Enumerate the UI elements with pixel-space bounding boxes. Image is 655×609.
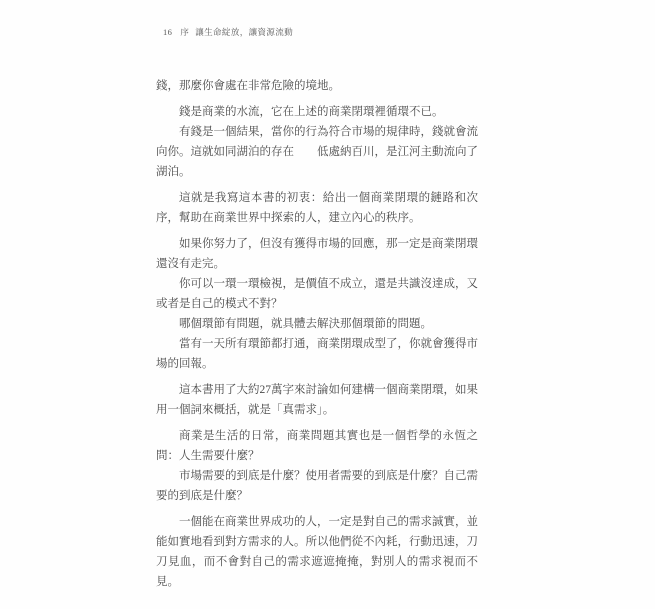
section-label: 序	[180, 27, 190, 37]
paragraph: 商業是生活的日常，商業問題其實也是一個哲學的永恆之問：人生需要什麼？	[156, 430, 478, 462]
paragraph: 一個能在商業世界成功的人，一定是對自己的需求誠實，並能如實地看到對方需求的人。所以他們從不內耗，行動迅速，刀刀見血，而不會對自己的需求遮遮掩掩，對別人的需求視而不見。	[156, 516, 478, 588]
paragraph: 錢是商業的水流，它在上述的商業閉環裡循環不已。	[179, 106, 444, 118]
paragraph: 如果你努力了，但沒有獲得市場的回應，那一定是商業閉環還沒有走完。	[156, 238, 478, 270]
paragraph: 這就是我寫這本書的初衷：給出一個商業閉環的鏈路和次序，幫助在商業世界中探索的人，建立內心的秩序。	[156, 192, 478, 224]
paragraph-continuation: 錢，那麼你會處在非常危險的境地。	[156, 80, 340, 92]
paragraph: 哪個環節有問題，就具體去解決那個環節的問題。	[179, 318, 432, 330]
running-header	[163, 26, 293, 38]
body-text	[156, 76, 478, 592]
paragraph: 這本書用了大約27萬字來討論如何建構一個商業閉環，如果用一個詞來概括，就是「真需求」。	[156, 384, 478, 416]
paragraph: 市場需要的到底是什麼？使用者需要的到底是什麼？自己需要的到底是什麼？	[156, 470, 478, 502]
paragraph: 當有一天所有環節都打通，商業閉環成型了，你就會獲得市場的回報。	[156, 338, 478, 370]
page-number: 16	[163, 27, 173, 37]
paragraph: 你可以一環一環檢視，是價值不成立，還是共識沒達成，又或者是自己的模式不對？	[156, 278, 478, 310]
chapter-title: 讓生命綻放，讓資源流動	[195, 27, 294, 37]
paragraph: 有錢是一個結果，當你的行為符合市場的規律時，錢就會流向你。這就如同湖泊的存在 低處納百川，是江河主動流向了湖泊。	[156, 126, 478, 178]
